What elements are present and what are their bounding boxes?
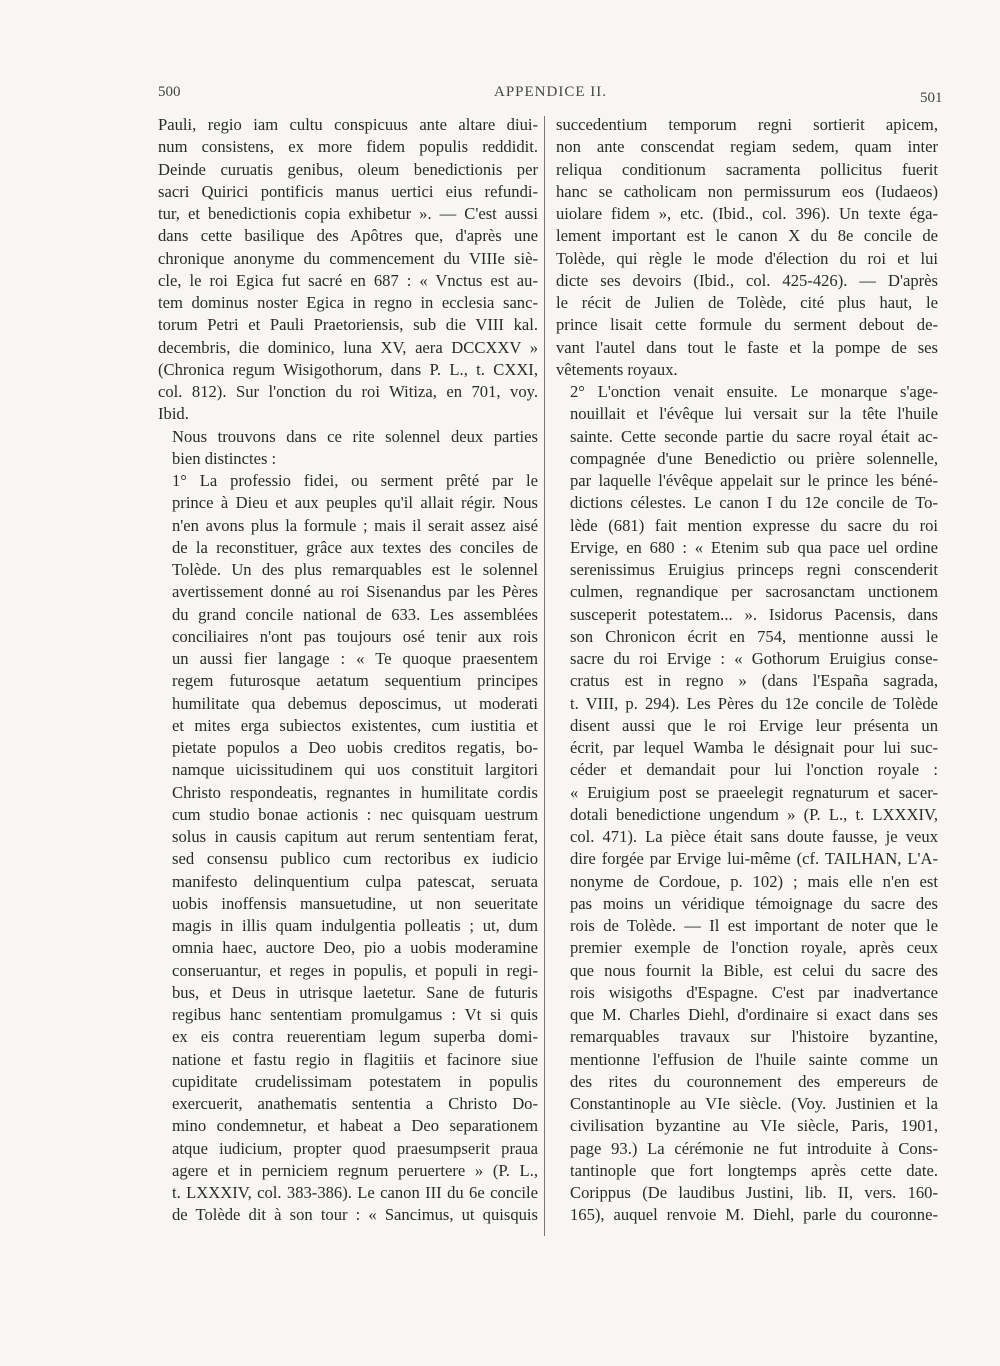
paragraph [158,426,538,471]
text-line: namque uicissitudinem qui uos constituit largitori [172,760,538,780]
text-line: du grand concile national de 633. Les assemblées [172,604,538,624]
text-line: ex eis contra reuerentiam legum superba domi- [172,1027,538,1047]
text-line: cupiditate crudelissimam potestatem in populis [172,1071,538,1091]
running-title: APPENDICE II. [494,84,607,100]
text-line: conseruantur, et reges in populis, et populi in regi- [172,960,538,980]
text-line: uiolare fidem », etc. (Ibid., col. 396). Un texte éga- [556,204,938,223]
text-line: sacre du roi Ervige : « Gothorum Eruigius conse- [570,649,938,668]
text-line: nonyme de Cordoue, p. 102) ; mais elle n'en est [570,871,938,891]
text-line: que nous fournit la Bible, est celui du sacre des [570,960,938,980]
text-line: col. 471). La pièce était sans doute fausse, je veux [570,827,938,846]
text-line: pietate populos a Deo uobis creditos regatis, bo- [172,738,538,757]
text-line: 165), auquel renvoie M. Diehl, parle du couronne- [570,1205,938,1225]
text-line: un aussi fier langage : « Te quoque praesentem [172,649,538,668]
text-line: serenissimus Eruigius princeps regni conscenderit [570,560,938,579]
text-line: atque iudicium, propter quod praesumpserit praua [172,1138,538,1158]
text-line: sainte. Cette seconde partie du sacre royal était ac- [570,426,938,446]
text-line: vêtements royaux. [556,359,678,379]
text-line: lement important est le canon X du 8e concile de [556,226,938,246]
text-line: conciliaires n'ont pas toujours osé tenir aux rois [172,626,538,646]
text-line: culmen, regnandique per sacrosanctam unctionem [570,582,938,602]
text-line: disent aussi que le roi Ervige leur présenta un [570,715,938,735]
text-line: tur, et benedictionis copia exhibetur ». — C'est aussi [158,204,538,223]
text-line: t. LXXXIV, col. 383-386). Le canon III du 6e concile [172,1183,538,1202]
column-divider [544,116,545,1236]
text-line: num consistens, ex more fidem populis reddidit. [158,137,538,157]
text-line: regibus hanc sententiam promulgamus : Vt si quis [172,1005,538,1024]
text-line: natione et fastu regio in flagitiis et facinore siue [172,1049,538,1069]
text-line: tantinople que fort longtemps après cette date. [570,1160,938,1180]
text-line: Ibid. [158,404,189,424]
left-column [158,114,538,1227]
text-line: sed consensu publico cum rectoribus ex iudicio [172,849,538,869]
text-line: manifesto delinquentium culpa patescat, seruata [172,871,538,891]
text-line: (Chronica regum Wisigothorum, dans P. L., t. CXXI, [158,359,538,379]
text-line: dicte ses devoirs (Ibid., col. 425-426). — D'après [556,270,938,290]
text-line: « Eruigium post se praeelegit regnaturum et sacer- [570,782,938,802]
page-header [0,84,1000,108]
text-line: céder et demandait pour lui l'onction royale : [570,760,938,780]
text-line: n'en avons plus la formule ; mais il serait assez aisé [172,515,538,535]
text-line: exercuerit, anathematis sententia a Christo Do- [172,1094,538,1113]
text-line: bien distinctes : [172,448,277,468]
text-line: bus, et Deus in utrisque laetetur. Sane de futuris [172,982,538,1002]
text-line: Corippus (De laudibus Justini, lib. II, vers. 160- [570,1183,938,1202]
right-column [556,114,938,1227]
text-line: avertissement donné au roi Sisenandus par les Pères [172,582,538,602]
text-line: rois de Tolède. — Il est important de noter que le [570,916,938,935]
text-line: chronique anonyme du commencement du VIIIe siè- [158,248,538,268]
text-line: solus in causis capitum aut rerum sententiam ferat, [172,827,538,846]
text-line: dans cette basilique des Apôtres que, d'après une [158,226,538,246]
text-line: de Tolède dit à son tour : « Sancimus, ut quisquis [172,1205,538,1225]
text-line: uobis inoffensis mansuetudine, ut non seueritate [172,893,538,913]
text-line: Constantinople au VIe siècle. (Voy. Justinien et la [570,1094,938,1113]
text-line: nouillait et l'évêque lui versait sur la tête l'huile [570,404,938,424]
text-line: agere et in perniciem regnum peruertere » (P. L., [172,1160,538,1180]
text-line: non ante conscendat regiam sedem, quam inter [556,137,938,157]
text-line: Christo respondeatis, regnantes in humilitate cordis [172,782,538,802]
text-line: cum studio bonae actionis : nec quisquam uestrum [172,804,538,824]
text-line: son Chronicon écrit en 754, mentionne aussi le [570,626,938,646]
text-line: omnia haec, auctore Deo, pio a uobis moderamine [172,938,538,958]
text-line: cratus est in regno » (dans l'España sagrada, [570,671,938,691]
text-line: mentionne l'effusion de l'huile sainte comme un [570,1049,938,1069]
text-line: t. VIII, p. 294). Les Pères du 12e concile de Tolède [570,693,938,713]
paragraph [556,381,938,1227]
text-line: sacri Quirici pontificis manus uertici eius refundi- [158,181,538,201]
text-line: reliqua conditionum sacramenta pollicitus fuerit [556,159,938,179]
text-line: Ervige, en 680 : « Etenim sub qua pace uel ordine [570,537,938,557]
text-line: dire forgée par Ervige lui-même (cf. TAILHAN, L'A- [570,849,938,869]
text-line: par laquelle l'évêque appelait sur le prince les béné- [570,471,938,490]
text-line: prince lisait cette formule du serment debout de- [556,315,938,335]
text-line: cle, le roi Egica fut sacré en 687 : « Vnctus est au- [158,270,538,290]
text-line: dictions célestes. Le canon I du 12e concile de To- [570,493,938,513]
text-line: page 93.) La cérémonie ne fut introduite à Cons- [570,1138,938,1158]
text-line: succedentium temporum regni sortierit apicem, [556,115,938,134]
text-line: écrit, par lequel Wamba le désignait pour lui suc- [570,738,938,757]
text-line: hanc se catholicam non permissurum eos (Iudaeos) [556,181,938,201]
text-line: premier exemple de l'onction royale, après ceux [570,938,938,958]
text-line: mino condemnetur, et habeat a Deo separationem [172,1116,538,1136]
text-line: 2° L'onction venait ensuite. Le monarque s'age- [570,382,938,401]
text-line: tem dominus noster Egica in regno in ecclesia sanc- [158,293,538,312]
text-line: remarquables travaux sur l'histoire byzantine, [570,1027,938,1047]
text-line: de la reconstituer, grâce aux textes des conciles de [172,537,538,557]
text-line: le récit de Julien de Tolède, cité plus haut, le [556,293,938,312]
text-line: lède (681) fait mention expresse du sacre du roi [570,515,938,535]
text-line: Tolède. Un des plus remarquables est le solennel [172,560,538,579]
paragraph [158,114,538,426]
text-line: decembris, die dominico, luna XV, aera DCCXXV » [158,337,538,357]
text-line: Deinde curuatis genibus, oleum benedictionis per [158,159,538,179]
text-line: torum Petri et Pauli Praetoriensis, sub die VIII kal. [158,315,538,335]
text-line: rois wisigoths d'Espagne. C'est par inadvertance [570,982,938,1002]
text-line: 1° La professio fidei, ou serment prêté par le [172,471,538,490]
text-line: prince à Dieu et aux peuples qu'il allait régir. Nous [172,493,538,513]
text-line: Nous trouvons dans ce rite solennel deux parties [172,426,538,446]
text-line: humilitate qua debemus deposcimus, ut moderati [172,693,538,713]
text-line: magis in illis quam indulgentia polleatis ; ut, dum [172,916,538,935]
text-line: Pauli, regio iam cultu conspicuus ante altare diui- [158,115,538,134]
text-line: dotali benedictione ungendum » (P. L., t. LXXXIV, [570,804,938,824]
paragraph [556,114,938,381]
text-line: civilisation byzantine au VIe siècle, Paris, 1901, [570,1116,938,1136]
text-line: et mites erga subiectos existentes, cum iustitia et [172,715,538,735]
text-line: vant l'autel dans tout le faste et la pompe de ses [556,337,938,357]
text-line: regem futurosque aetatum sequentium principes [172,671,538,691]
right-page-number: 501 [920,90,943,106]
text-line: susceperit potestatem... ». Isidorus Pacensis, dans [570,604,938,624]
paragraph [158,470,538,1227]
left-page-number: 500 [158,84,181,100]
text-line: compagnée d'une Benedictio ou prière solennelle, [570,448,938,468]
text-line: des rites du couronnement des empereurs de [570,1071,938,1091]
text-line: que M. Charles Diehl, d'ordinaire si exact dans ses [570,1005,938,1024]
text-line: pas moins un véridique témoignage du sacre des [570,893,938,913]
text-line: Tolède, qui règle le mode d'élection du roi et lui [556,248,938,268]
text-line: col. 812). Sur l'onction du roi Witiza, en 701, voy. [158,382,538,401]
